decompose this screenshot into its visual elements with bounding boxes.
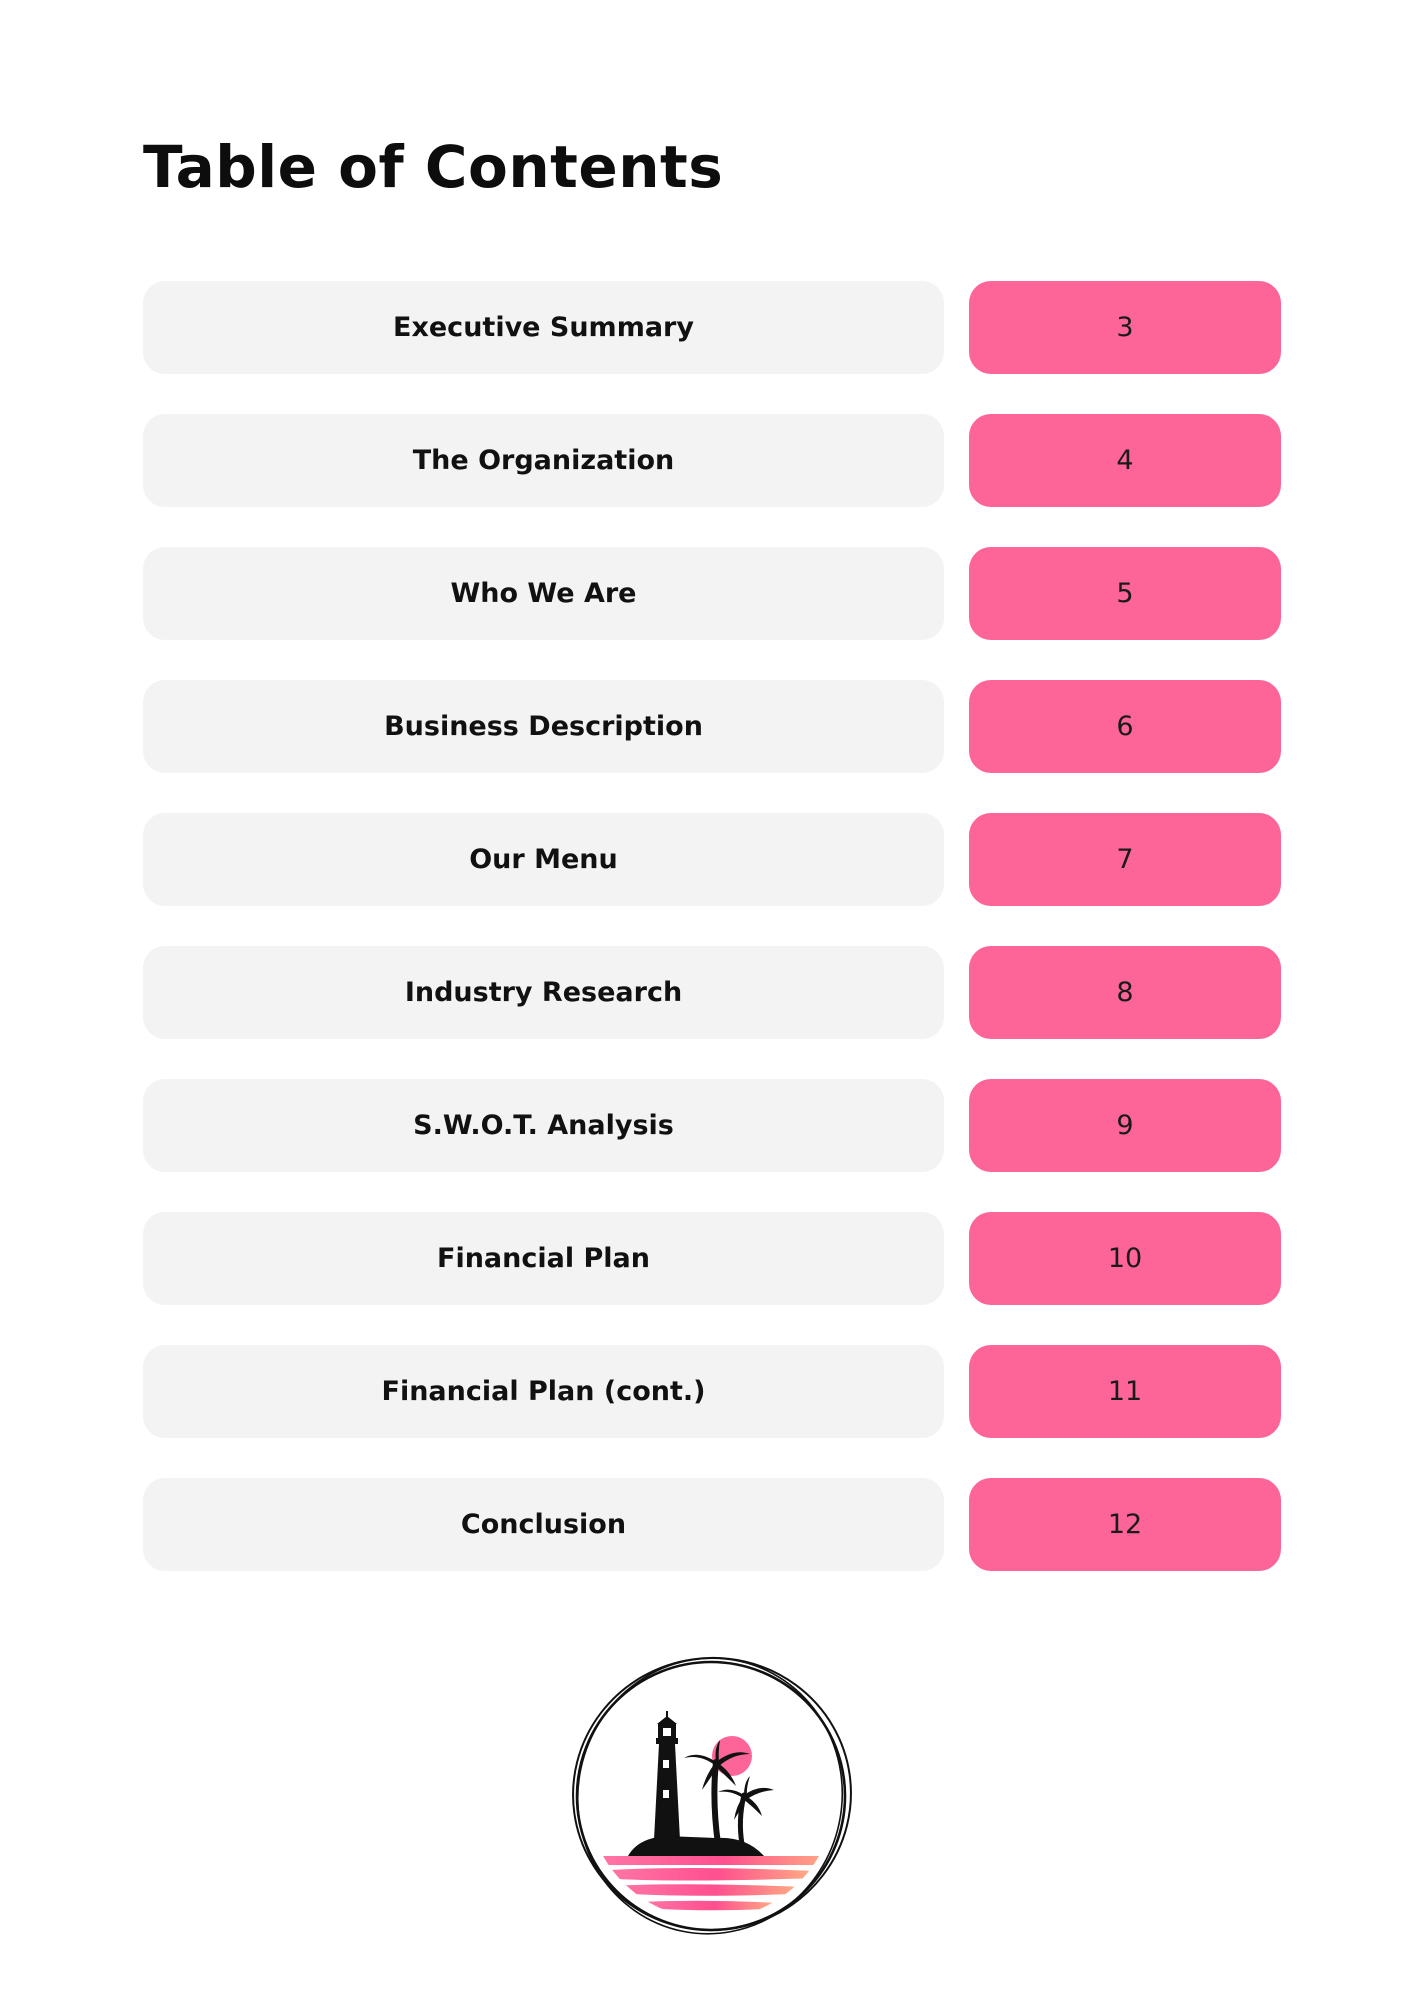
toc-page-number[interactable]: 9 (969, 1079, 1281, 1172)
toc-item-label[interactable]: The Organization (143, 414, 944, 507)
toc-row (143, 1345, 1281, 1438)
toc-page-number[interactable]: 7 (969, 813, 1281, 906)
toc-row (143, 414, 1281, 507)
page-title: Table of Contents (143, 133, 724, 201)
toc-row (143, 813, 1281, 906)
toc-item-label[interactable]: Our Menu (143, 813, 944, 906)
toc-page-number[interactable]: 3 (969, 281, 1281, 374)
toc-row (143, 1212, 1281, 1305)
toc-item-label[interactable]: S.W.O.T. Analysis (143, 1079, 944, 1172)
toc-page-number[interactable]: 4 (969, 414, 1281, 507)
toc-row (143, 946, 1281, 1039)
toc-page-number[interactable]: 5 (969, 547, 1281, 640)
lighthouse-island-icon (566, 1650, 856, 1940)
toc-item-label[interactable]: Financial Plan (cont.) (143, 1345, 944, 1438)
toc-item-label[interactable]: Financial Plan (143, 1212, 944, 1305)
toc-row (143, 1079, 1281, 1172)
toc-row (143, 281, 1281, 374)
toc-item-label[interactable]: Conclusion (143, 1478, 944, 1571)
toc-row (143, 1478, 1281, 1571)
toc-item-label[interactable]: Who We Are (143, 547, 944, 640)
toc-page-number[interactable]: 11 (969, 1345, 1281, 1438)
toc-item-label[interactable]: Industry Research (143, 946, 944, 1039)
toc-item-label[interactable]: Executive Summary (143, 281, 944, 374)
toc-page-number[interactable]: 10 (969, 1212, 1281, 1305)
lighthouse-island-logo (566, 1650, 856, 1940)
toc-item-label[interactable]: Business Description (143, 680, 944, 773)
toc-list (143, 281, 1281, 1611)
toc-page-number[interactable]: 12 (969, 1478, 1281, 1571)
toc-page-number[interactable]: 6 (969, 680, 1281, 773)
toc-row (143, 680, 1281, 773)
toc-row (143, 547, 1281, 640)
toc-page-number[interactable]: 8 (969, 946, 1281, 1039)
